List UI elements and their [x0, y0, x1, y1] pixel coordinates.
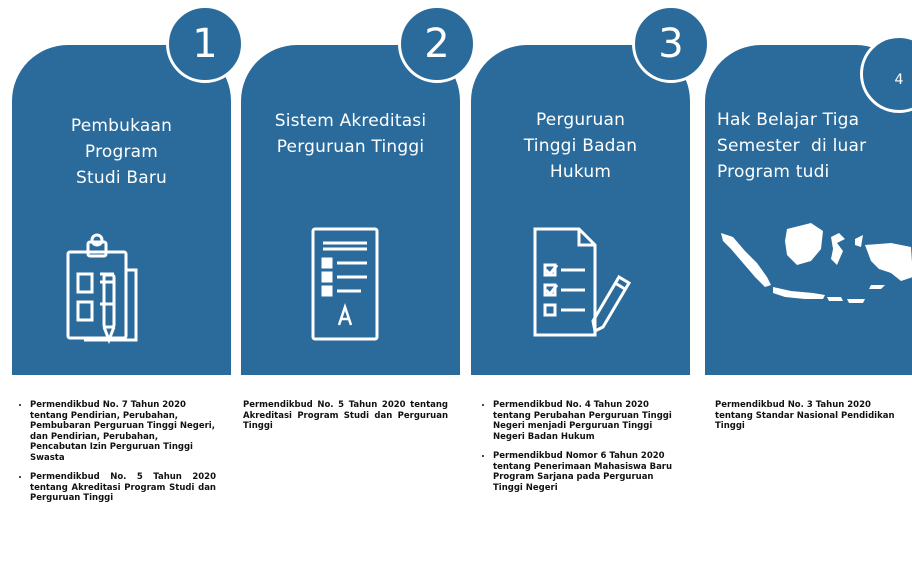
- step-badge-2: [398, 5, 476, 83]
- card-3: [471, 45, 690, 375]
- graded-document-icon: [309, 225, 389, 345]
- card-3-title-line: Hukum: [549, 162, 612, 182]
- list-item: • Permendikbud No. 5 Tahun 2020 tentang Akreditasi Program Studi dan Perguruan Tinggi: [30, 472, 216, 504]
- step-number: 4: [894, 72, 904, 88]
- indonesia-map-icon: [715, 215, 912, 325]
- card-2-title-line: Perguruan Tinggi: [276, 137, 425, 157]
- card-2: [241, 45, 460, 375]
- card-1-title-line: Program: [84, 142, 159, 162]
- card-3-title: [471, 107, 690, 185]
- step-number: 3: [658, 21, 684, 67]
- clipboard-document-icon: [64, 230, 164, 350]
- step-number: 2: [424, 21, 450, 67]
- list-item: • Permendikbud No. 7 Tahun 2020 tentang Pendirian, Perubahan, Pembubaran Perguruan Tinggi Negeri, dan Pendirian, Perubahan, Pencabutan Izin Perguruan Tinggi Swasta: [30, 400, 216, 463]
- description-text: Permendikbud No. 3 Tahun 2020 tentang Standar Nasional Pendidikan Tinggi: [715, 400, 895, 431]
- card-2-title: [241, 108, 460, 160]
- card-1-title: [12, 113, 231, 191]
- card-2-description: [243, 400, 448, 432]
- card-3-title-line: Tinggi Badan: [523, 136, 638, 156]
- step-number: 1: [192, 21, 218, 67]
- card-2-title-line: Sistem Akreditasi: [274, 111, 427, 131]
- card-3-title-line: Perguruan: [535, 110, 626, 130]
- card-1: [12, 45, 231, 375]
- card-3-description: [479, 400, 684, 502]
- list-item: • Permendikbud No. 4 Tahun 2020 tentang Perubahan Perguruan Tinggi Negeri menjadi Perguruan Tinggi Negeri Badan Hukum: [493, 400, 684, 442]
- card-4-title-line: Hak Belajar Tiga: [717, 110, 860, 130]
- card-1-description: [16, 400, 216, 513]
- step-badge-3: [632, 5, 710, 83]
- list-item: • Permendikbud Nomor 6 Tahun 2020 tentang Penerimaan Mahasiswa Baru Program Sarjana pada Perguruan Tinggi Negeri: [493, 451, 684, 493]
- step-badge-1: [166, 5, 244, 83]
- card-4-title: [717, 107, 912, 185]
- description-text: Permendikbud No. 5 Tahun 2020 tentang Akreditasi Program Studi dan Perguruan Tinggi: [243, 400, 448, 431]
- checklist-pen-icon: [529, 225, 639, 345]
- card-4-title-line: Program tudi: [717, 162, 830, 182]
- card-1-title-line: Pembukaan: [70, 116, 173, 136]
- card-1-title-line: Studi Baru: [76, 168, 167, 188]
- card-4-title-line: Semester di luar: [717, 136, 867, 156]
- card-4-description: [715, 400, 907, 432]
